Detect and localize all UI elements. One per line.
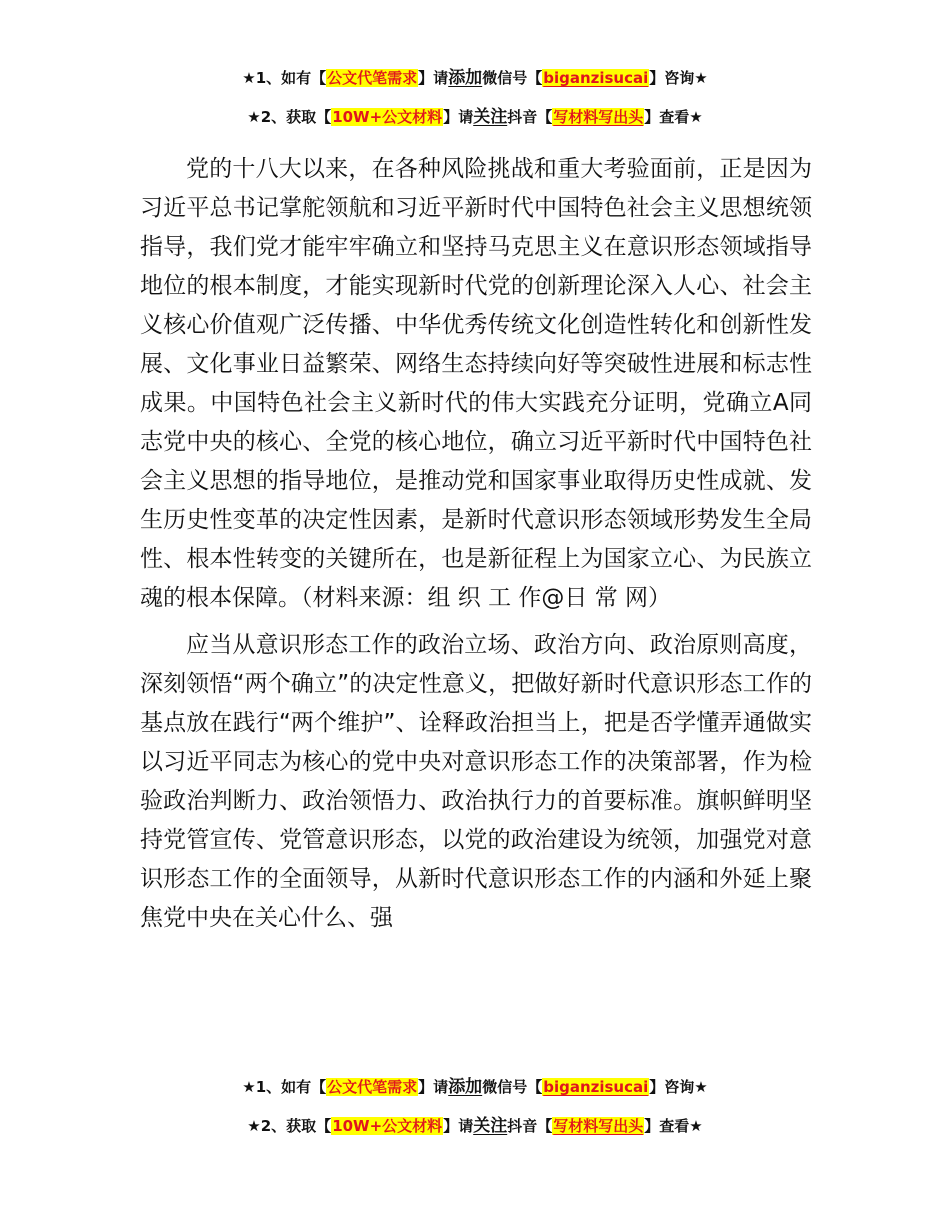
star-icon: ★	[689, 1117, 703, 1135]
promo-text: 微信号【	[482, 69, 543, 87]
star-icon: ★	[694, 69, 708, 87]
promo-text: 】请	[443, 1117, 474, 1135]
star-icon: ★	[247, 1117, 261, 1135]
star-icon: ★	[242, 1078, 256, 1096]
wechat-id: biganzisucai	[543, 69, 649, 87]
emphasis-add: 添加	[448, 68, 483, 88]
highlight-ghostwriting: 公文代笔需求	[327, 69, 418, 87]
promo-text: 2、获取【	[260, 1117, 332, 1135]
highlight-ghostwriting: 公文代笔需求	[327, 1078, 418, 1096]
highlight-materials: 10W+公文材料	[332, 108, 443, 126]
promo-text: 】查看	[644, 108, 690, 126]
promo-text: 】咨询	[649, 1078, 695, 1096]
wechat-id: biganzisucai	[543, 1078, 649, 1096]
paragraph-2: 应当从意识形态工作的政治立场、政治方向、政治原则高度，深刻领悟“两个确立”的决定性意义，把做好新时代意识形态工作的基点放在践行“两个维护”、诠释政治担当上，把是否学懂弄通做实以习近平同志为核心的党中央对意识形态工作的决策部署，作为检验政治判断力、政治领悟力、政治执行力的首要标准。旗帜鲜明坚持党管宣传、党管意识形态，以党的政治建设为统领，加强党对意识形态工作的全面领导，从新时代意识形态工作的内涵和外延上聚焦党中央在关心什么、强	[140, 632, 812, 931]
promo-text: 】咨询	[649, 69, 695, 87]
promo-text: 1、如有【	[255, 1078, 327, 1096]
footer-promo-line-1	[0, 1077, 950, 1097]
paragraph-1: 党的十八大以来，在各种风险挑战和重大考验面前，正是因为习近平总书记掌舵领航和习近平新时代中国特色社会主义思想统领指导，我们党才能牢牢确立和坚持马克思主义在意识形态领域指导地位的根本制度，才能实现新时代党的创新理论深入人心、社会主义核心价值观广泛传播、中华优秀传统文化创造性转化和创新性发展、文化事业日益繁荣、网络生态持续向好等突破性进展和标志性成果。中国特色社会主义新时代的伟大实践充分证明，党确立A同志党中央的核心、全党的核心地位，确立习近平新时代中国特色社会主义思想的指导地位，是推动党和国家事业取得历史性成就、发生历史性变革的决定性因素，是新时代意识形态领域形势发生全局性、根本性转变的关键所在，也是新征程上为国家立心、为民族立魂的根本保障。（材料来源：组 织 工 作@日 常 网）	[140, 156, 812, 611]
document-body	[140, 150, 812, 938]
douyin-name: 写材料写出头	[553, 1117, 644, 1135]
header-promo-line-2	[0, 107, 950, 127]
promo-text: 2、获取【	[260, 108, 332, 126]
star-icon: ★	[694, 1078, 708, 1096]
douyin-name: 写材料写出头	[553, 108, 644, 126]
emphasis-follow: 关注	[473, 1116, 508, 1136]
promo-text: 】请	[443, 108, 474, 126]
highlight-materials: 10W+公文材料	[332, 1117, 443, 1135]
header-promo-line-1	[0, 68, 950, 88]
star-icon: ★	[247, 108, 261, 126]
promo-text: 】请	[418, 69, 449, 87]
promo-text: 微信号【	[482, 1078, 543, 1096]
footer-promo-line-2	[0, 1116, 950, 1136]
promo-text: 】查看	[644, 1117, 690, 1135]
star-icon: ★	[242, 69, 256, 87]
emphasis-add: 添加	[448, 1077, 483, 1097]
promo-text: 1、如有【	[255, 69, 327, 87]
promo-text: 抖音【	[507, 108, 553, 126]
emphasis-follow: 关注	[473, 107, 508, 127]
star-icon: ★	[689, 108, 703, 126]
promo-text: 】请	[418, 1078, 449, 1096]
promo-text: 抖音【	[507, 1117, 553, 1135]
